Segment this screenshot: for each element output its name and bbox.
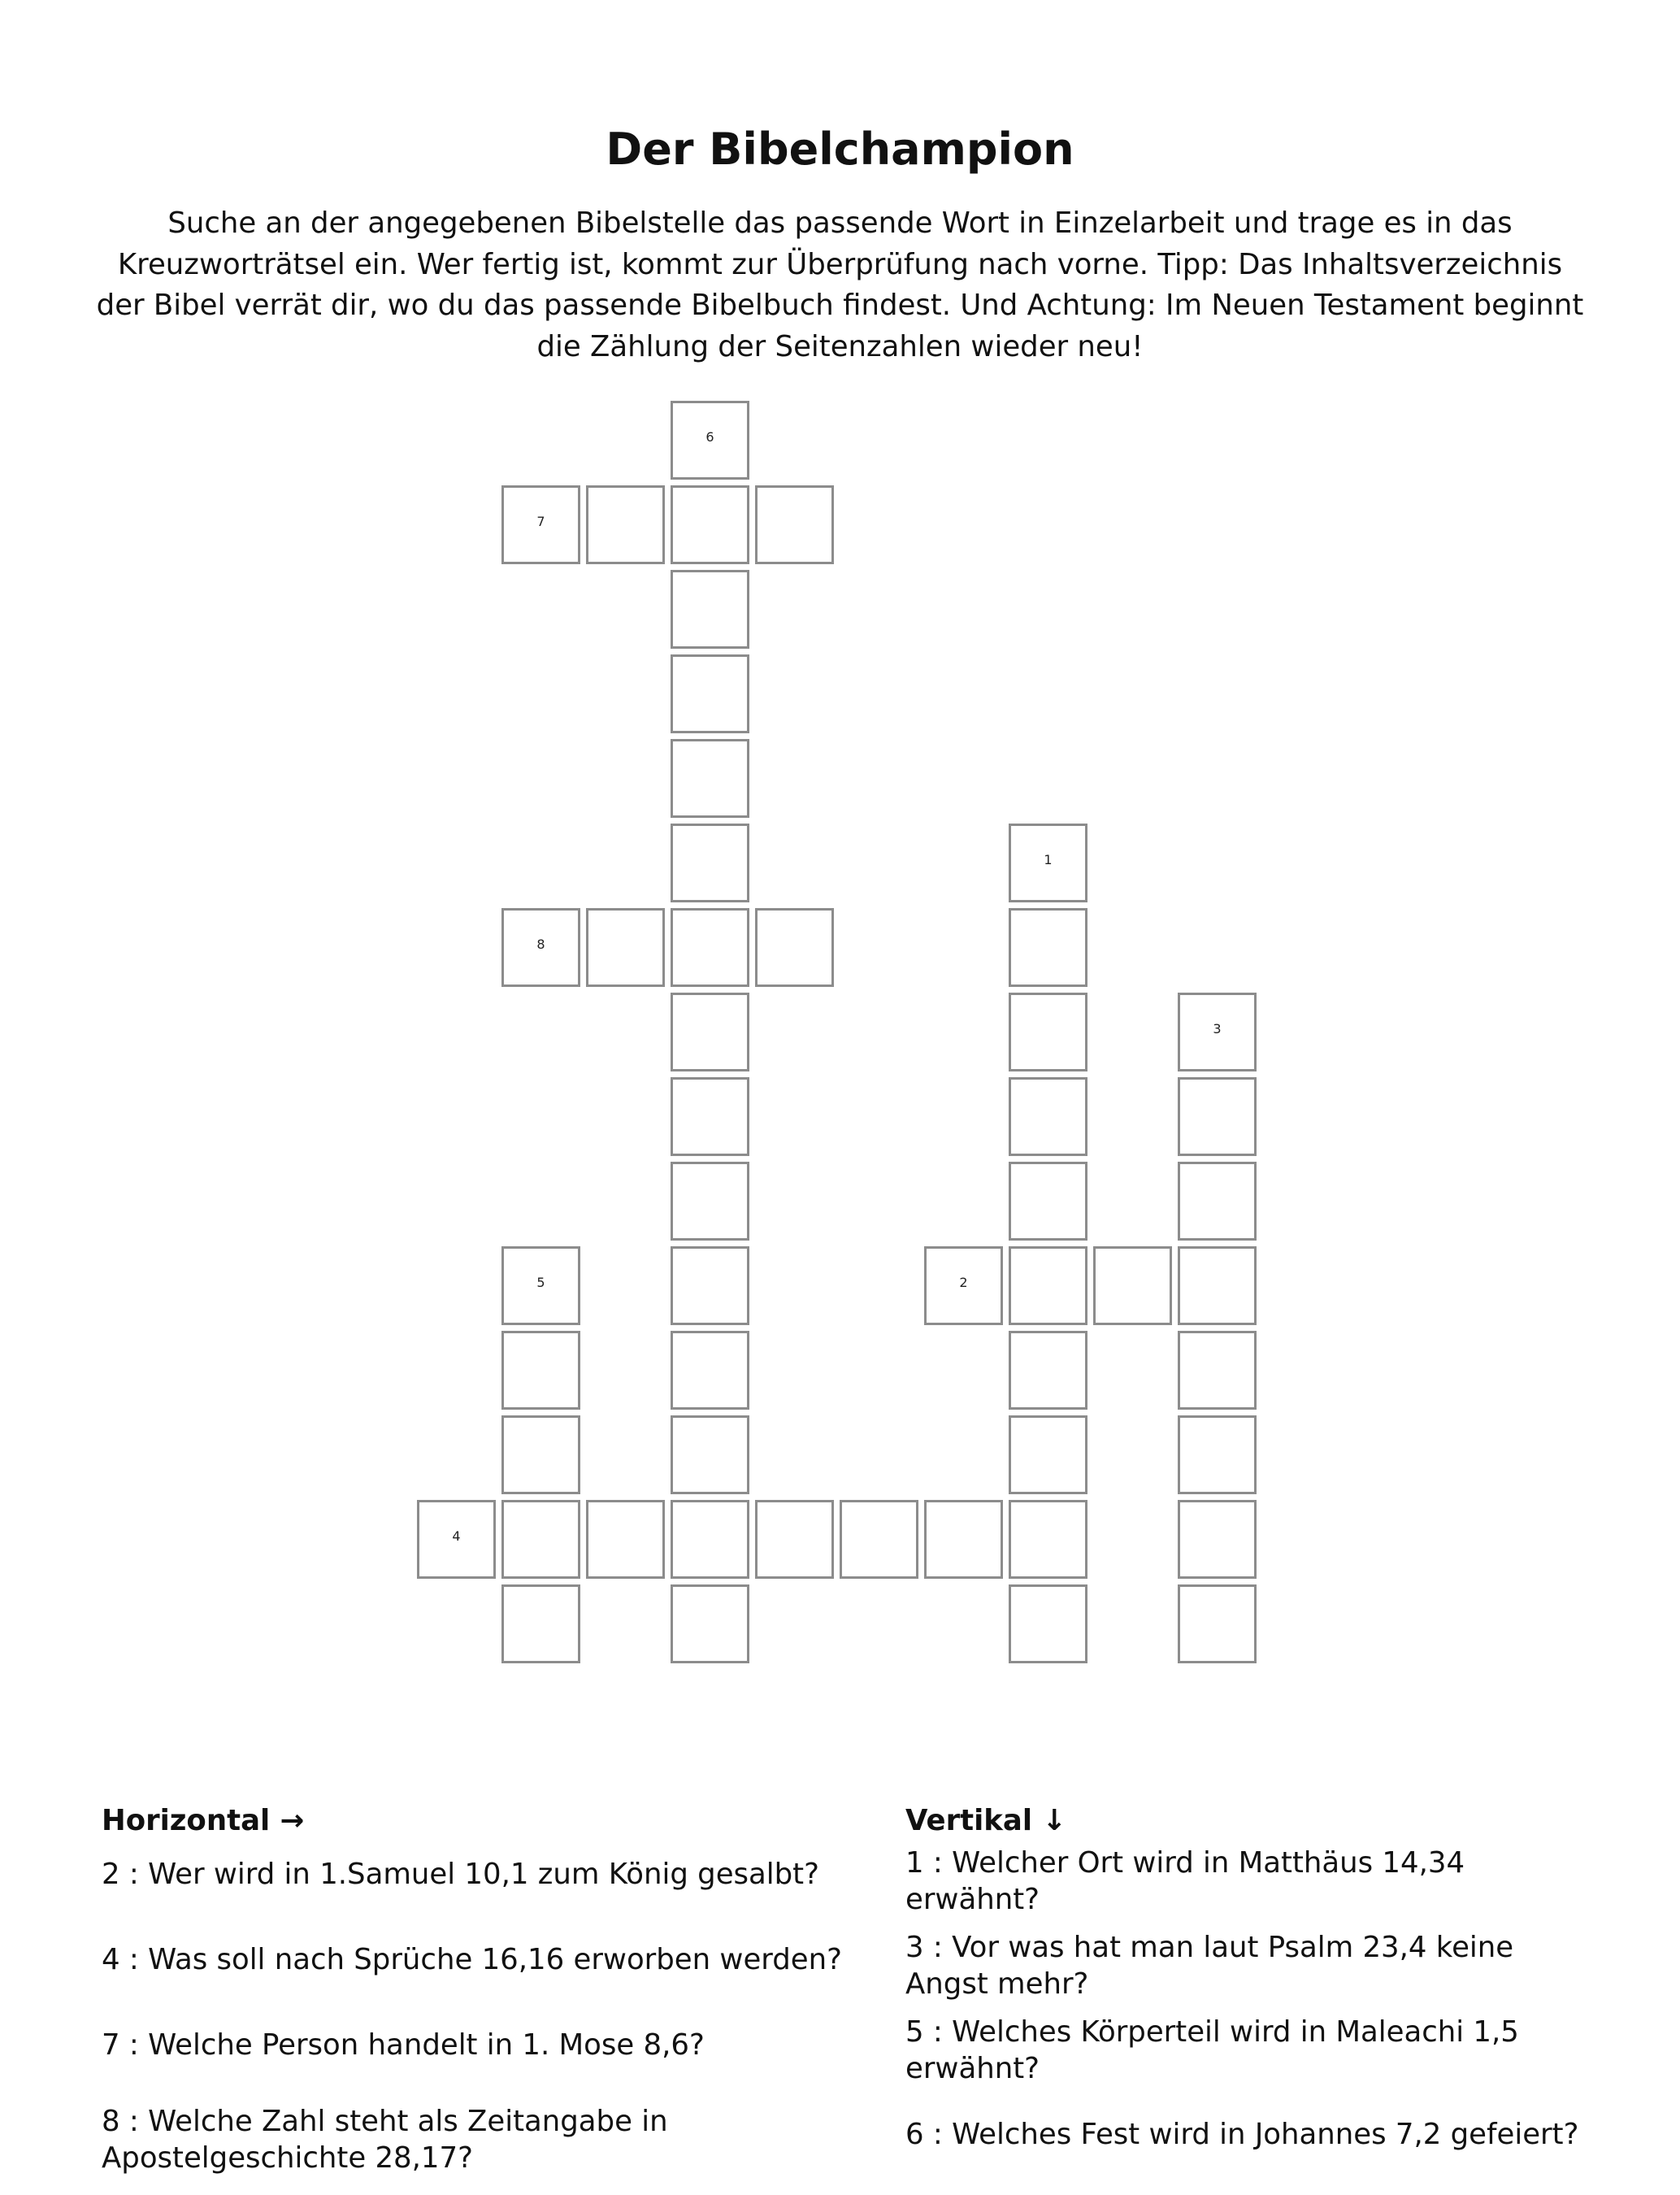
instructions-text: Suche an der angegebenen Bibelstelle das passende Wort in Einzelarbeit und trage es in das Kreuzworträtsel ein. Wer fertig ist, kommt zur Überprüfung nach vorne. Tipp: Das Inhaltsverzeichnis der Bibel verrät dir, wo du das passende Bibelbuch findest. Und Achtung: Im Neuen Testament beginnt die Zählung der Seitenzahlen wieder neu! xyxy=(96,206,1584,363)
clue-horizontal-7: 7 : Welche Person handelt in 1. Mose 8,6? xyxy=(102,2028,705,2062)
crossword-cell[interactable] xyxy=(671,993,749,1071)
crossword-cell[interactable] xyxy=(671,485,749,564)
crossword-cell[interactable] xyxy=(671,908,749,987)
crossword-cell[interactable] xyxy=(1178,1077,1257,1156)
crossword-cell[interactable] xyxy=(671,1584,749,1663)
crossword-cell[interactable] xyxy=(755,1500,834,1579)
page-title: Der Bibelchampion xyxy=(606,124,1074,175)
crossword-cell[interactable] xyxy=(1009,1077,1087,1156)
crossword-cell[interactable] xyxy=(671,401,749,480)
crossword-cell[interactable] xyxy=(671,1162,749,1241)
horizontal-heading: Horizontal → xyxy=(102,1804,305,1837)
clue-number: 1 xyxy=(1044,852,1053,867)
crossword-cell[interactable] xyxy=(671,1331,749,1410)
horizontal-clues xyxy=(102,1801,849,2175)
crossword-cell[interactable] xyxy=(671,739,749,818)
crossword-cell[interactable] xyxy=(501,1246,580,1325)
crossword-cell[interactable] xyxy=(671,824,749,902)
crossword-cell[interactable] xyxy=(1009,1331,1087,1410)
crossword-cell[interactable] xyxy=(671,1077,749,1156)
clue-number: 4 xyxy=(452,1528,461,1544)
crossword-cell[interactable] xyxy=(1178,1162,1257,1241)
crossword-cell[interactable] xyxy=(671,1246,749,1325)
crossword-cell[interactable] xyxy=(1178,1246,1257,1325)
crossword-cell[interactable] xyxy=(1178,1415,1257,1494)
clue-number: 5 xyxy=(536,1275,545,1290)
clue-horizontal-2: 2 : Wer wird in 1.Samuel 10,1 zum König gesalbt? xyxy=(102,1858,819,1891)
crossword-cell[interactable] xyxy=(1178,993,1257,1071)
crossword-cell[interactable] xyxy=(501,1415,580,1494)
crossword-cell[interactable] xyxy=(671,1500,749,1579)
clue-number: 6 xyxy=(705,429,714,445)
clue-number: 3 xyxy=(1213,1021,1222,1037)
crossword-cell[interactable] xyxy=(1009,1246,1087,1325)
crossword-cell[interactable] xyxy=(840,1500,918,1579)
clue-vertical-1: 1 : Welcher Ort wird in Matthäus 14,34 erwähnt? xyxy=(905,1846,1465,1916)
clue-vertical-6: 6 : Welches Fest wird in Johannes 7,2 gefeiert? xyxy=(905,2118,1579,2151)
crossword-cell[interactable] xyxy=(586,908,665,987)
crossword-cell[interactable] xyxy=(1178,1500,1257,1579)
crossword-cell[interactable] xyxy=(671,1415,749,1494)
crossword-cell[interactable] xyxy=(1009,1500,1087,1579)
clue-horizontal-8: 8 : Welche Zahl steht als Zeitangabe in Apostelgeschichte 28,17? xyxy=(102,2105,668,2175)
clue-horizontal-4: 4 : Was soll nach Sprüche 16,16 erworben werden? xyxy=(102,1943,842,1976)
crossword-cell[interactable] xyxy=(755,908,834,987)
clue-number: 2 xyxy=(959,1275,968,1290)
vertical-clues xyxy=(905,1801,1604,2151)
crossword-cell[interactable] xyxy=(1009,1162,1087,1241)
crossword-cell[interactable] xyxy=(1009,1415,1087,1494)
vertical-heading: Vertikal ↓ xyxy=(905,1804,1067,1837)
crossword-cell[interactable] xyxy=(1009,993,1087,1071)
crossword-cell[interactable] xyxy=(501,1331,580,1410)
clue-vertical-3: 3 : Vor was hat man laut Psalm 23,4 keine Angst mehr? xyxy=(905,1931,1514,2001)
clue-number: 7 xyxy=(536,514,545,529)
crossword-cell[interactable] xyxy=(1009,824,1087,902)
crossword-cell[interactable] xyxy=(1178,1331,1257,1410)
clue-vertical-5: 5 : Welches Körperteil wird in Maleachi 1,5 erwähnt? xyxy=(905,2015,1519,2085)
crossword-cell[interactable] xyxy=(1009,908,1087,987)
crossword-cell[interactable] xyxy=(501,1584,580,1663)
crossword-cell[interactable] xyxy=(755,485,834,564)
crossword-cell[interactable] xyxy=(1178,1584,1257,1663)
crossword-cell[interactable] xyxy=(501,485,580,564)
crossword-cell[interactable] xyxy=(501,1500,580,1579)
crossword-cell[interactable] xyxy=(586,485,665,564)
crossword-cell[interactable] xyxy=(1093,1246,1172,1325)
crossword-cell[interactable] xyxy=(1009,1584,1087,1663)
crossword-cell[interactable] xyxy=(417,1500,496,1579)
crossword-cell[interactable] xyxy=(924,1500,1003,1579)
clue-number: 8 xyxy=(536,937,545,952)
crossword-cell[interactable] xyxy=(671,570,749,649)
crossword-cell[interactable] xyxy=(586,1500,665,1579)
crossword-cell[interactable] xyxy=(501,908,580,987)
crossword-cell[interactable] xyxy=(671,654,749,733)
crossword-cell[interactable] xyxy=(924,1246,1003,1325)
